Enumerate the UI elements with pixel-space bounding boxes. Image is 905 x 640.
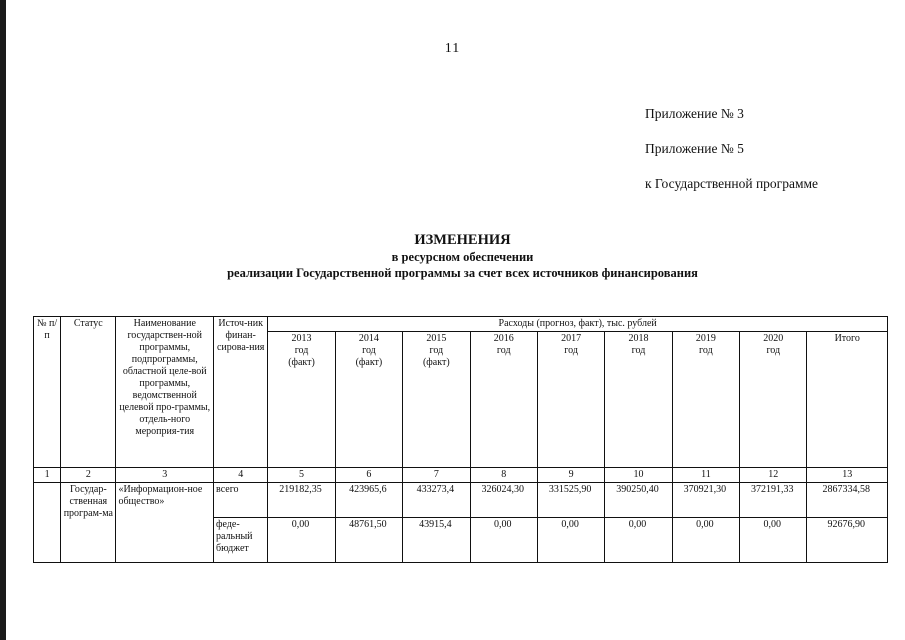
value-cell: 372191,33 bbox=[740, 483, 807, 518]
value-cell: 0,00 bbox=[672, 518, 739, 563]
program-name-cell: «Информацион-ное общество» bbox=[116, 483, 214, 563]
appendix-line-2: Приложение № 5 bbox=[645, 141, 744, 156]
appendix-line-1: Приложение № 3 bbox=[645, 106, 744, 121]
value-cell: 0,00 bbox=[605, 518, 672, 563]
header-total: Итого bbox=[807, 332, 888, 468]
column-number: 8 bbox=[470, 468, 537, 483]
header-expenses: Расходы (прогноз, факт), тыс. рублей bbox=[268, 317, 888, 332]
header-year: 2020 год bbox=[740, 332, 807, 468]
header-year: 2014 год (факт) bbox=[335, 332, 402, 468]
value-cell: 433273,4 bbox=[403, 483, 470, 518]
header-source: Источ-ник финан-сирова-ния bbox=[214, 317, 268, 468]
row-number-cell bbox=[34, 483, 61, 563]
title-main: ИЗМЕНЕНИЯ bbox=[414, 232, 511, 248]
column-number-row bbox=[34, 468, 888, 483]
document-title bbox=[120, 231, 805, 281]
total-cell: 92676,90 bbox=[807, 518, 888, 563]
column-number: 3 bbox=[116, 468, 214, 483]
total-cell: 2867334,58 bbox=[807, 483, 888, 518]
column-number: 2 bbox=[61, 468, 116, 483]
value-cell: 48761,50 bbox=[335, 518, 402, 563]
value-cell: 43915,4 bbox=[403, 518, 470, 563]
header-status: Статус bbox=[61, 317, 116, 468]
status-cell: Государ-ственная програм-ма bbox=[61, 483, 116, 563]
header-row-top bbox=[34, 317, 888, 332]
column-number: 7 bbox=[403, 468, 470, 483]
source-cell: всего bbox=[214, 483, 268, 518]
value-cell: 326024,30 bbox=[470, 483, 537, 518]
header-year: 2019 год bbox=[672, 332, 739, 468]
resource-table bbox=[33, 316, 888, 563]
column-number: 1 bbox=[34, 468, 61, 483]
value-cell: 0,00 bbox=[470, 518, 537, 563]
value-cell: 0,00 bbox=[537, 518, 604, 563]
page-number: 11 bbox=[444, 41, 461, 56]
appendix-line-3: к Государственной программе bbox=[645, 176, 819, 191]
value-cell: 0,00 bbox=[740, 518, 807, 563]
column-number: 13 bbox=[807, 468, 888, 483]
title-sub-2: реализации Государственной программы за счет всех источников финансирования bbox=[227, 266, 698, 280]
column-number: 4 bbox=[214, 468, 268, 483]
title-sub-1: в ресурсном обеспечении bbox=[391, 250, 534, 264]
value-cell: 331525,90 bbox=[537, 483, 604, 518]
source-cell: феде-ральный бюджет bbox=[214, 518, 268, 563]
column-number: 12 bbox=[740, 468, 807, 483]
value-cell: 370921,30 bbox=[672, 483, 739, 518]
value-cell: 219182,35 bbox=[268, 483, 335, 518]
value-cell: 390250,40 bbox=[605, 483, 672, 518]
table-row bbox=[34, 483, 888, 518]
header-year: 2015 год (факт) bbox=[403, 332, 470, 468]
header-num: № п/п bbox=[34, 317, 61, 468]
header-year: 2013 год (факт) bbox=[268, 332, 335, 468]
header-year: 2017 год bbox=[537, 332, 604, 468]
column-number: 5 bbox=[268, 468, 335, 483]
header-year: 2016 год bbox=[470, 332, 537, 468]
header-year: 2018 год bbox=[605, 332, 672, 468]
column-number: 10 bbox=[605, 468, 672, 483]
scan-edge bbox=[0, 0, 6, 640]
column-number: 11 bbox=[672, 468, 739, 483]
column-number: 9 bbox=[537, 468, 604, 483]
header-name: Наименование государствен-ной программы, подпрограммы, областной целе-вой программы, ведомственной целевой про-граммы, отдель-ного мероприя-тия bbox=[116, 317, 214, 468]
column-number: 6 bbox=[335, 468, 402, 483]
value-cell: 0,00 bbox=[268, 518, 335, 563]
value-cell: 423965,6 bbox=[335, 483, 402, 518]
